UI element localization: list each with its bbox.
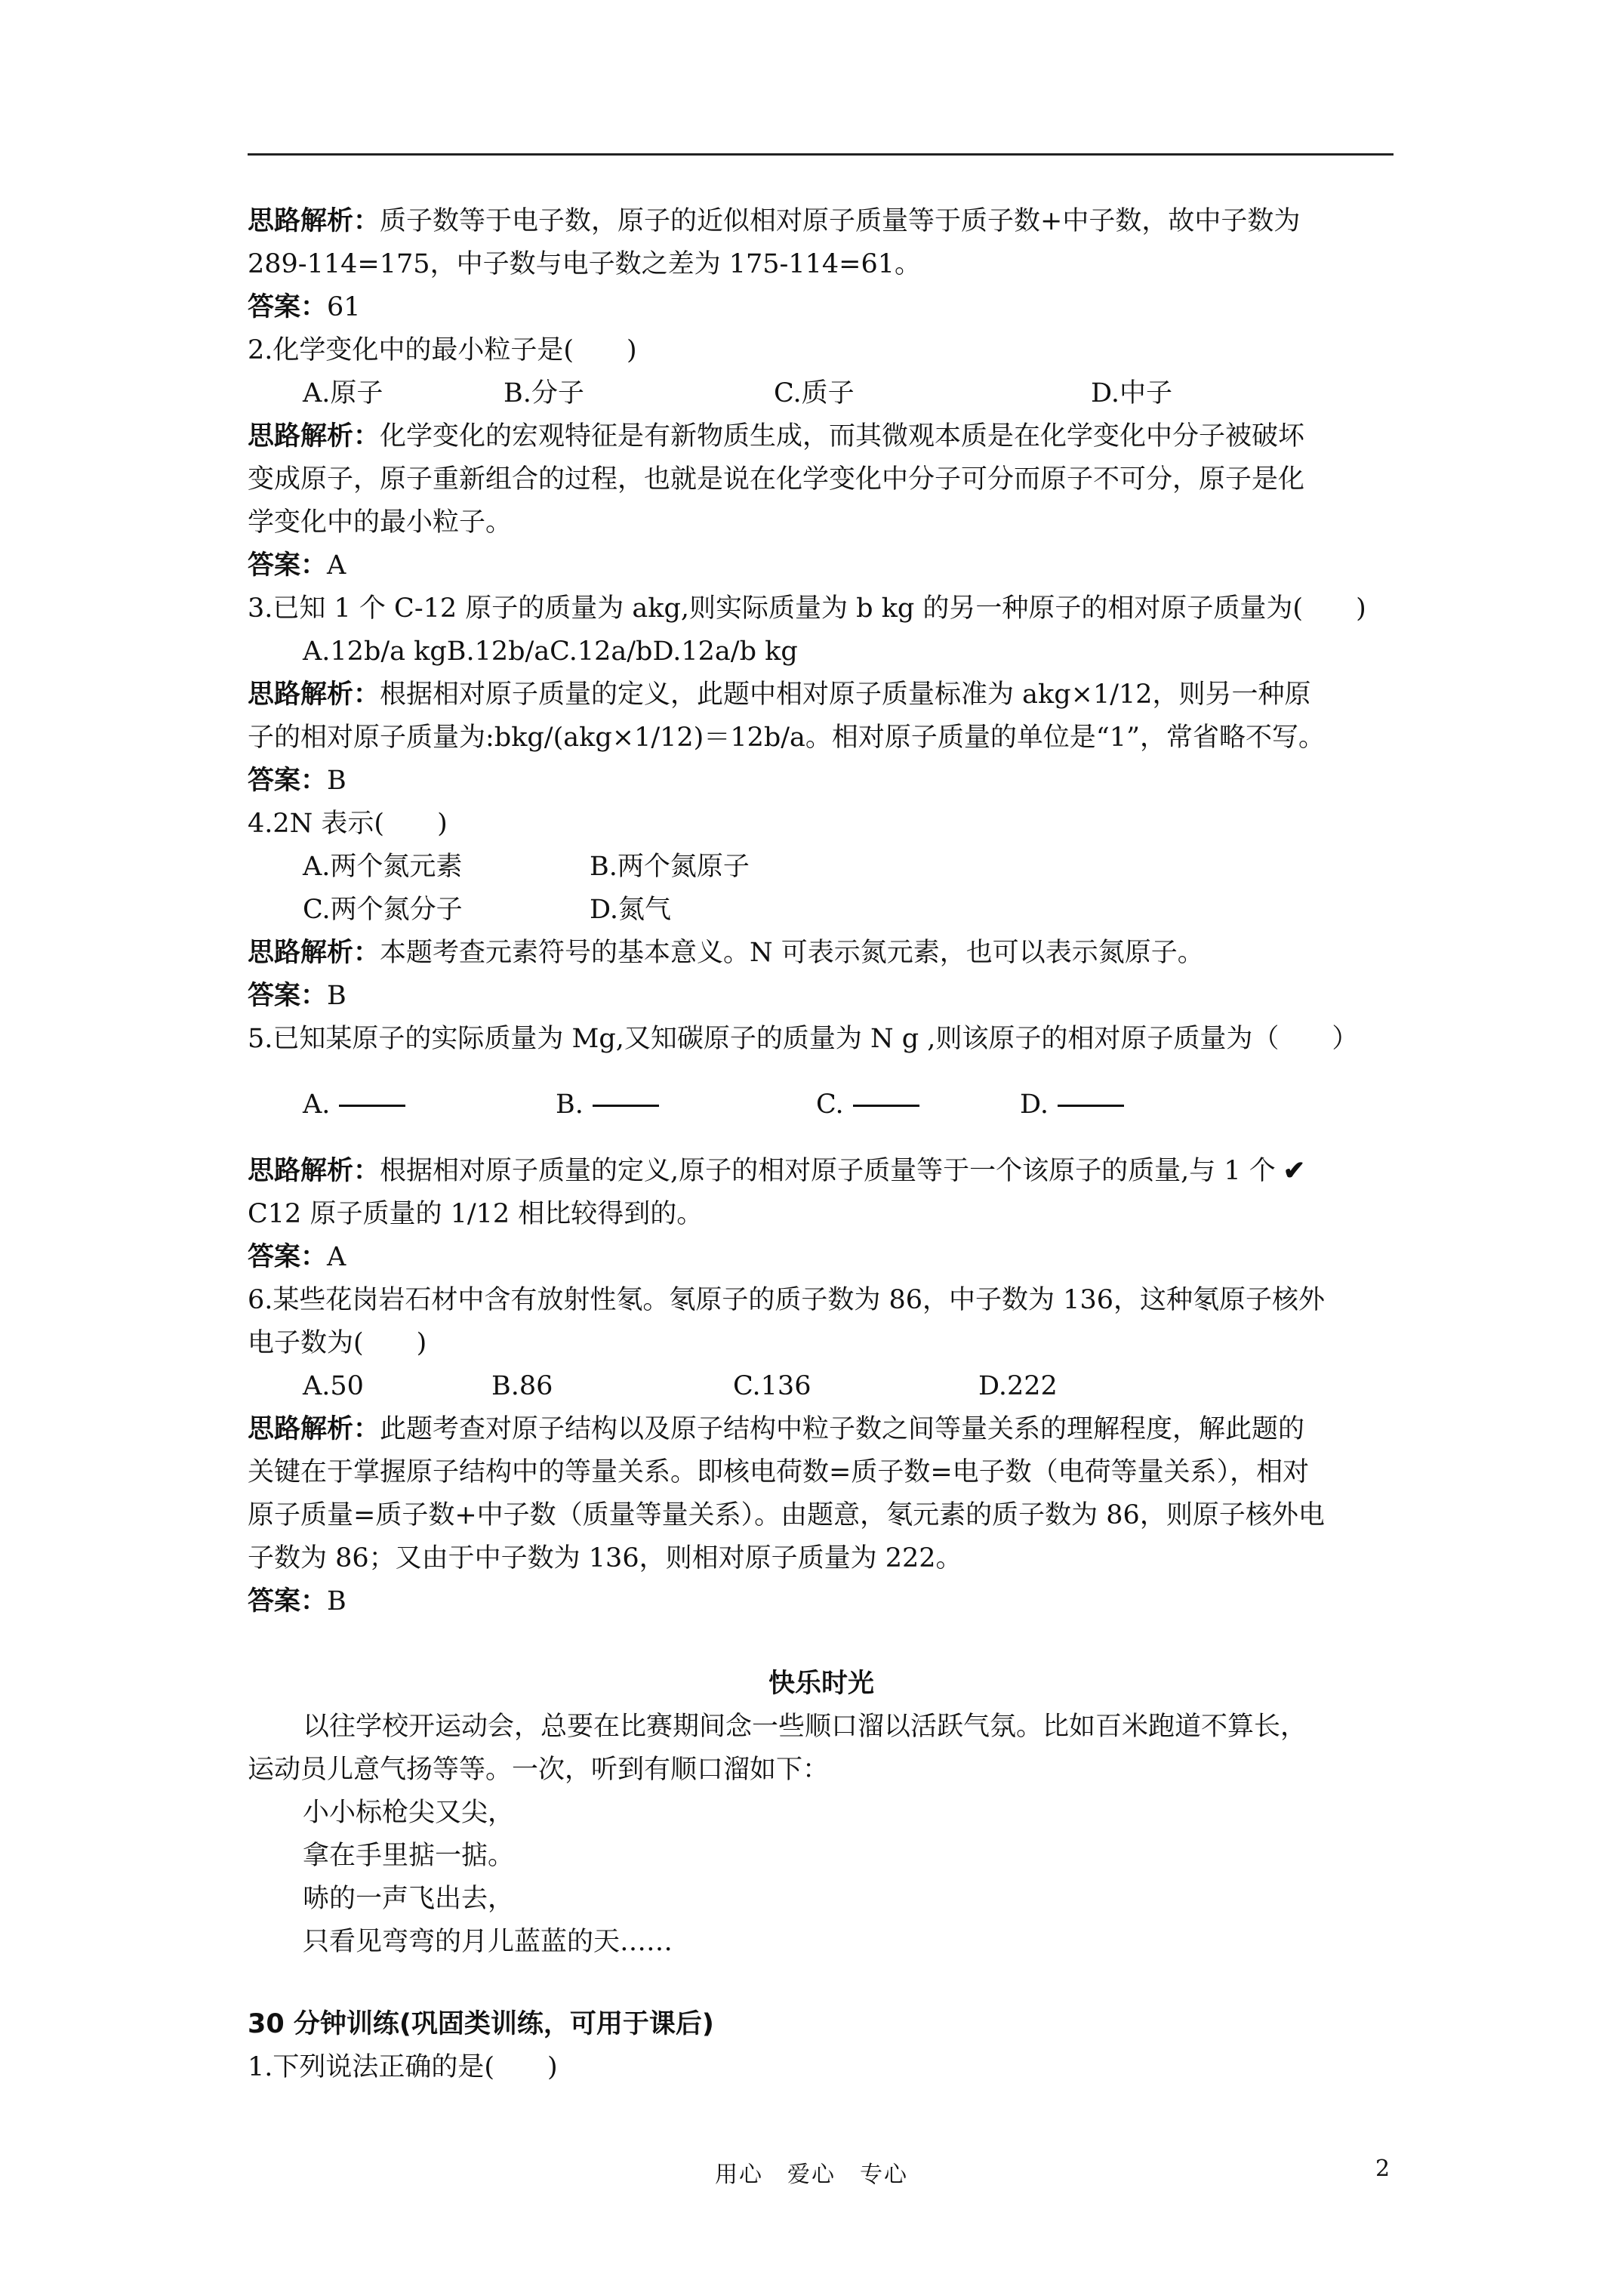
q6-analysis-line4: 子数为 86；又由于中子数为 136，则相对原子质量为 222。 [248, 1543, 962, 1573]
q1-analysis-line2: 289-114=175，中子数与电子数之差为 175-114=61。 [248, 249, 921, 279]
q4-options-row1 [248, 846, 1395, 889]
option-a: A.原子 [303, 378, 383, 408]
option-a: A.50 [303, 1371, 364, 1401]
answer-value: B [327, 1586, 346, 1616]
practice-heading: 30 分钟训练(巩固类训练，可用于课后) [248, 2009, 714, 2039]
analysis-text: 根据相对原子质量的定义,原子的相对原子质量等于一个该原子的质量,与 1 个 [380, 1156, 1276, 1186]
q6-analysis-line2: 关键在于掌握原子结构中的等量关系。即核电荷数=质子数=电子数（电荷等量关系），相对 [248, 1457, 1310, 1487]
answer-value: A [327, 550, 346, 581]
happy-para-line2: 运动员儿意气扬等等。一次，听到有顺口溜如下： [248, 1755, 830, 1785]
option-d [1020, 1083, 1124, 1126]
option-d-label: D. [1020, 1089, 1049, 1120]
q6-analysis-line1 [248, 1408, 1395, 1451]
analysis-text: 质子数等于电子数，原子的近似相对原子质量等于质子数+中子数，故中子数为 [380, 206, 1301, 236]
answer-value: 61 [327, 292, 361, 322]
q2-analysis-line1 [248, 415, 1395, 458]
analysis-text: 化学变化的宏观特征是有新物质生成，而其微观本质是在化学变化中分子被破坏 [380, 421, 1305, 451]
option-c: C.136 [733, 1371, 812, 1401]
option-b: B.分子 [504, 378, 584, 408]
q6-options [248, 1365, 1395, 1408]
q4-options-row2 [248, 889, 1395, 932]
q3-analysis-line2: 子的相对原子质量为:bkg/(akg×1/12)＝12b/a。相对原子质量的单位是“1”，常省略不写。 [248, 723, 1325, 753]
q3-analysis-line1 [248, 673, 1395, 717]
answer-label: 答案： [248, 550, 328, 581]
q4-analysis-line1 [248, 932, 1395, 975]
analysis-label: 思路解析： [248, 938, 380, 968]
analysis-label: 思路解析： [248, 206, 380, 236]
option-d: D.222 [978, 1371, 1058, 1401]
option-d: D.氮气 [590, 895, 671, 925]
q6-stem-line1: 6.某些花岗岩石材中含有放射性氡。氡原子的质子数为 86，中子数为 136，这种氡原子核外 [248, 1285, 1325, 1315]
q3-options: A.12b/a kgB.12b/aC.12a/bD.12a/b kg [303, 636, 798, 667]
answer-value: B [327, 981, 346, 1011]
option-c-label: C. [816, 1089, 844, 1120]
answer-label: 答案： [248, 1586, 328, 1616]
option-c: C.质子 [774, 378, 855, 408]
answer-value: B [327, 766, 346, 796]
poem-line: 哧的一声飞出去， [303, 1884, 515, 1914]
check-mark-icon: ✔ [1283, 1155, 1306, 1186]
fraction-bar [593, 1105, 659, 1107]
answer-label: 答案： [248, 292, 328, 322]
q6-stem-line2: 电子数为( ) [248, 1328, 427, 1358]
answer-value: A [327, 1242, 346, 1272]
option-c: C.两个氮分子 [303, 895, 463, 925]
analysis-text: 根据相对原子质量的定义，此题中相对原子质量标准为 akg×1/12，则另一种原 [380, 680, 1311, 710]
practice-q1-stem: 1.下列说法正确的是( ) [248, 2052, 558, 2082]
analysis-label: 思路解析： [248, 680, 380, 710]
analysis-label: 思路解析： [248, 421, 380, 451]
answer-label: 答案： [248, 1242, 328, 1272]
option-b: B.两个氮原子 [590, 852, 750, 882]
option-c [816, 1083, 1020, 1126]
q2-analysis-line2: 变成原子，原子重新组合的过程，也就是说在化学变化中分子可分而原子不可分，原子是化 [248, 464, 1305, 495]
q5-stem: 5.已知某原子的实际质量为 Mg,又知碳原子的质量为 N g ,则该原子的相对原子质量为（ ） [248, 1024, 1359, 1054]
q2-stem: 2.化学变化中的最小粒子是( ) [248, 335, 637, 365]
q5-analysis-line2: C12 原子质量的 1/12 相比较得到的。 [248, 1199, 704, 1229]
q4-answer [248, 975, 1395, 1018]
analysis-label: 思路解析： [248, 1414, 380, 1444]
poem-line: 只看见弯弯的月儿蓝蓝的天…… [303, 1927, 673, 1957]
option-a-label: A. [303, 1089, 331, 1120]
option-a [303, 1083, 556, 1126]
q1-analysis-line1 [248, 200, 1395, 243]
header-rule [248, 153, 1394, 156]
page-content [248, 200, 1395, 2089]
fraction-bar [1058, 1105, 1124, 1107]
q1-answer [248, 286, 1395, 329]
q3-stem: 3.已知 1 个 C-12 原子的质量为 akg,则实际质量为 b kg 的另一种原子的相对原子质量为( ) [248, 593, 1366, 624]
fraction-bar [853, 1105, 919, 1107]
q4-stem: 4.2N 表示( ) [248, 809, 448, 839]
happy-para-line1: 以往学校开运动会，总要在比赛期间念一些顺口溜以活跃气氛。比如百米跑道不算长， [303, 1712, 1307, 1742]
answer-label: 答案： [248, 981, 328, 1011]
option-a: A.两个氮元素 [303, 852, 463, 882]
poem-line: 拿在手里掂一掂。 [303, 1841, 515, 1871]
q2-answer [248, 544, 1395, 587]
q2-analysis-line3: 学变化中的最小粒子。 [248, 507, 513, 538]
q6-answer [248, 1580, 1395, 1623]
q3-answer [248, 760, 1395, 803]
analysis-label: 思路解析： [248, 1156, 380, 1186]
poem-line: 小小标枪尖又尖， [303, 1798, 515, 1828]
q5-analysis-line1 [248, 1149, 1395, 1193]
page-number: 2 [1375, 2156, 1390, 2182]
option-b [556, 1083, 816, 1126]
fraction-bar [339, 1105, 405, 1107]
happy-time-title: 快乐时光 [768, 1669, 874, 1699]
q5-answer [248, 1236, 1395, 1279]
option-d: D.中子 [1091, 378, 1172, 408]
analysis-text: 本题考查元素符号的基本意义。N 可表示氮元素，也可以表示氮原子。 [380, 938, 1204, 968]
option-b-label: B. [556, 1089, 584, 1120]
q6-analysis-line3: 原子质量=质子数+中子数（质量等量关系）。由题意，氡元素的质子数为 86，则原子核外电 [248, 1500, 1325, 1530]
answer-label: 答案： [248, 766, 328, 796]
analysis-text: 此题考查对原子结构以及原子结构中粒子数之间等量关系的理解程度，解此题的 [380, 1414, 1305, 1444]
footer-motto: 用心 爱心 专心 [715, 2162, 908, 2188]
q2-options [248, 372, 1395, 415]
option-b: B.86 [491, 1371, 553, 1401]
q5-options [248, 1083, 1395, 1126]
